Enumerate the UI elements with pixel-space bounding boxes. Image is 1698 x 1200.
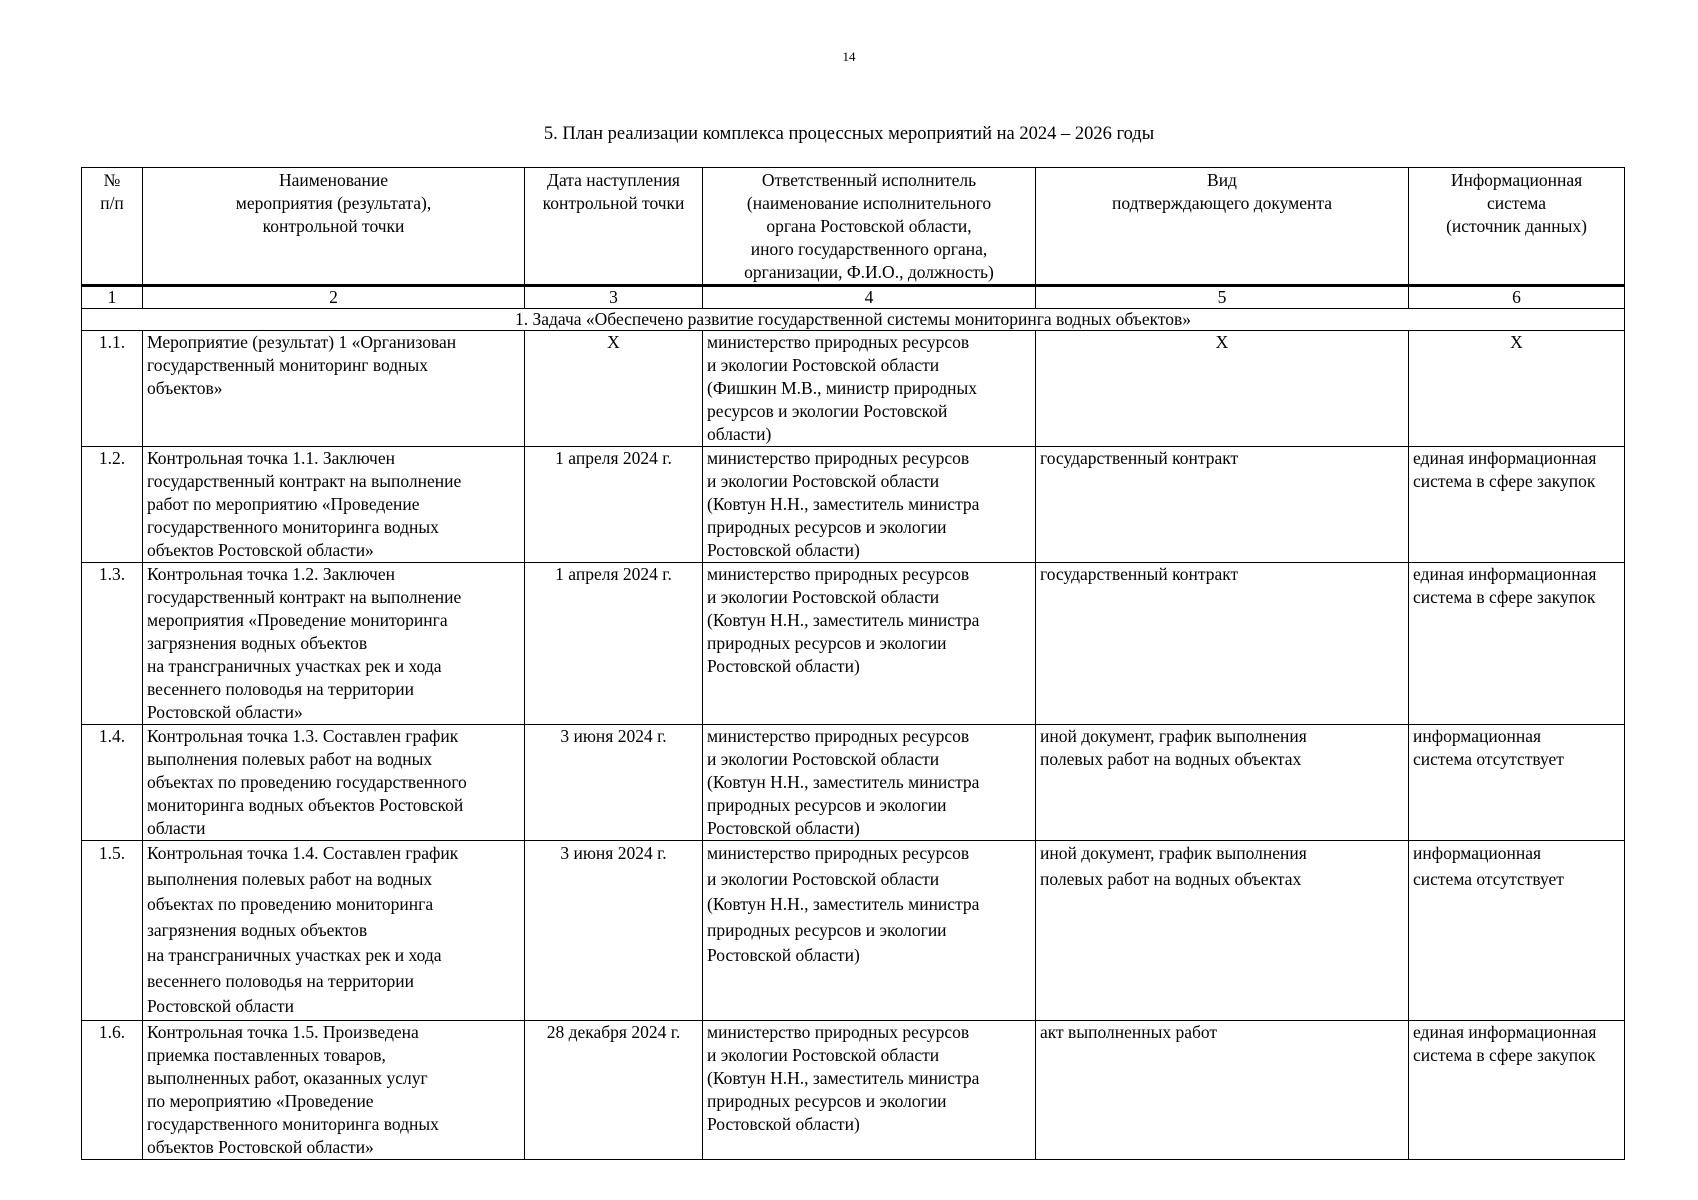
row-number: 1.6. bbox=[82, 1020, 143, 1159]
responsible-executor: министерство природных ресурсов и экологии Ростовской области (Ковтун Н.Н., заместитель министра природных ресурсов и экологии Ростовской области) bbox=[703, 1020, 1036, 1159]
responsible-executor: министерство природных ресурсов и экологии Ростовской области (Фишкин М.В., министр природных ресурсов и экологии Ростовской области) bbox=[703, 331, 1036, 447]
row-number: 1.1. bbox=[82, 331, 143, 447]
information-system: информационная система отсутствует bbox=[1409, 841, 1625, 1021]
information-system: единая информационная система в сфере закупок bbox=[1409, 447, 1625, 563]
header-control-date: Дата наступления контрольной точки bbox=[525, 168, 703, 286]
activity-name: Контрольная точка 1.4. Составлен график выполнения полевых работ на водных объектах по проведению мониторинга загрязнения водных объектов на трансграничных участках рек и хода весеннего половодья на территории Ростовской области bbox=[143, 841, 525, 1021]
information-system: единая информационная система в сфере закупок bbox=[1409, 1020, 1625, 1159]
document-title: 5. План реализации комплекса процессных мероприятий на 2024 – 2026 годы bbox=[543, 124, 1155, 144]
document-type: государственный контракт bbox=[1036, 447, 1409, 563]
column-number: 4 bbox=[703, 286, 1036, 309]
implementation-plan-table bbox=[81, 167, 1625, 1160]
responsible-executor: министерство природных ресурсов и экологии Ростовской области (Ковтун Н.Н., заместитель министра природных ресурсов и экологии Ростовской области) bbox=[703, 841, 1036, 1021]
document-type: государственный контракт bbox=[1036, 563, 1409, 725]
column-number: 1 bbox=[82, 286, 143, 309]
column-number: 3 bbox=[525, 286, 703, 309]
header-activity-name: Наименование мероприятия (результата), контрольной точки bbox=[143, 168, 525, 286]
responsible-executor: министерство природных ресурсов и экологии Ростовской области (Ковтун Н.Н., заместитель министра природных ресурсов и экологии Ростовской области) bbox=[703, 447, 1036, 563]
activity-name: Контрольная точка 1.5. Произведена приемка поставленных товаров, выполненных работ, оказанных услуг по мероприятию «Проведение государственного мониторинга водных объектов Ростовской области» bbox=[143, 1020, 525, 1159]
header-number: № п/п bbox=[82, 168, 143, 286]
column-number: 6 bbox=[1409, 286, 1625, 309]
table-row bbox=[82, 841, 1625, 1021]
task-title: 1. Задача «Обеспечено развитие государственной системы мониторинга водных объектов» bbox=[82, 309, 1625, 331]
column-number: 2 bbox=[143, 286, 525, 309]
row-number: 1.2. bbox=[82, 447, 143, 563]
information-system: информационная система отсутствует bbox=[1409, 725, 1625, 841]
header-information-system: Информационная система (источник данных) bbox=[1409, 168, 1625, 286]
header-document-type: Вид подтверждающего документа bbox=[1036, 168, 1409, 286]
activity-name: Контрольная точка 1.2. Заключен государственный контракт на выполнение мероприятия «Проведение мониторинга загрязнения водных объектов на трансграничных участках рек и хода весеннего половодья на территории Ростовской области» bbox=[143, 563, 525, 725]
activity-name: Мероприятие (результат) 1 «Организован государственный мониторинг водных объектов» bbox=[143, 331, 525, 447]
row-number: 1.3. bbox=[82, 563, 143, 725]
row-number: 1.4. bbox=[82, 725, 143, 841]
control-date: 1 апреля 2024 г. bbox=[525, 447, 703, 563]
table-row bbox=[82, 331, 1625, 447]
control-date: 28 декабря 2024 г. bbox=[525, 1020, 703, 1159]
table-row bbox=[82, 725, 1625, 841]
information-system: единая информационная система в сфере закупок bbox=[1409, 563, 1625, 725]
document-type: X bbox=[1036, 331, 1409, 447]
column-number: 5 bbox=[1036, 286, 1409, 309]
document-type: иной документ, график выполнения полевых работ на водных объектах bbox=[1036, 841, 1409, 1021]
row-number: 1.5. bbox=[82, 841, 143, 1021]
control-date: X bbox=[525, 331, 703, 447]
information-system: X bbox=[1409, 331, 1625, 447]
table-row bbox=[82, 563, 1625, 725]
header-responsible-executor: Ответственный исполнитель (наименование исполнительного органа Ростовской области, иного государственного органа, организации, Ф.И.О., должность) bbox=[703, 168, 1036, 286]
table-row bbox=[82, 1020, 1625, 1159]
control-date: 1 апреля 2024 г. bbox=[525, 563, 703, 725]
activity-name: Контрольная точка 1.3. Составлен график выполнения полевых работ на водных объектах по проведению государственного мониторинга водных объектов Ростовской области bbox=[143, 725, 525, 841]
responsible-executor: министерство природных ресурсов и экологии Ростовской области (Ковтун Н.Н., заместитель министра природных ресурсов и экологии Ростовской области) bbox=[703, 725, 1036, 841]
table-row bbox=[82, 447, 1625, 563]
document-type: акт выполненных работ bbox=[1036, 1020, 1409, 1159]
responsible-executor: министерство природных ресурсов и экологии Ростовской области (Ковтун Н.Н., заместитель министра природных ресурсов и экологии Ростовской области) bbox=[703, 563, 1036, 725]
table-header-row bbox=[82, 168, 1625, 286]
column-numbers-row bbox=[82, 286, 1625, 309]
activity-name: Контрольная точка 1.1. Заключен государственный контракт на выполнение работ по мероприятию «Проведение государственного мониторинга водных объектов Ростовской области» bbox=[143, 447, 525, 563]
control-date: 3 июня 2024 г. bbox=[525, 841, 703, 1021]
document-type: иной документ, график выполнения полевых работ на водных объектах bbox=[1036, 725, 1409, 841]
control-date: 3 июня 2024 г. bbox=[525, 725, 703, 841]
task-row bbox=[82, 309, 1625, 331]
page-number: 14 bbox=[842, 49, 856, 64]
